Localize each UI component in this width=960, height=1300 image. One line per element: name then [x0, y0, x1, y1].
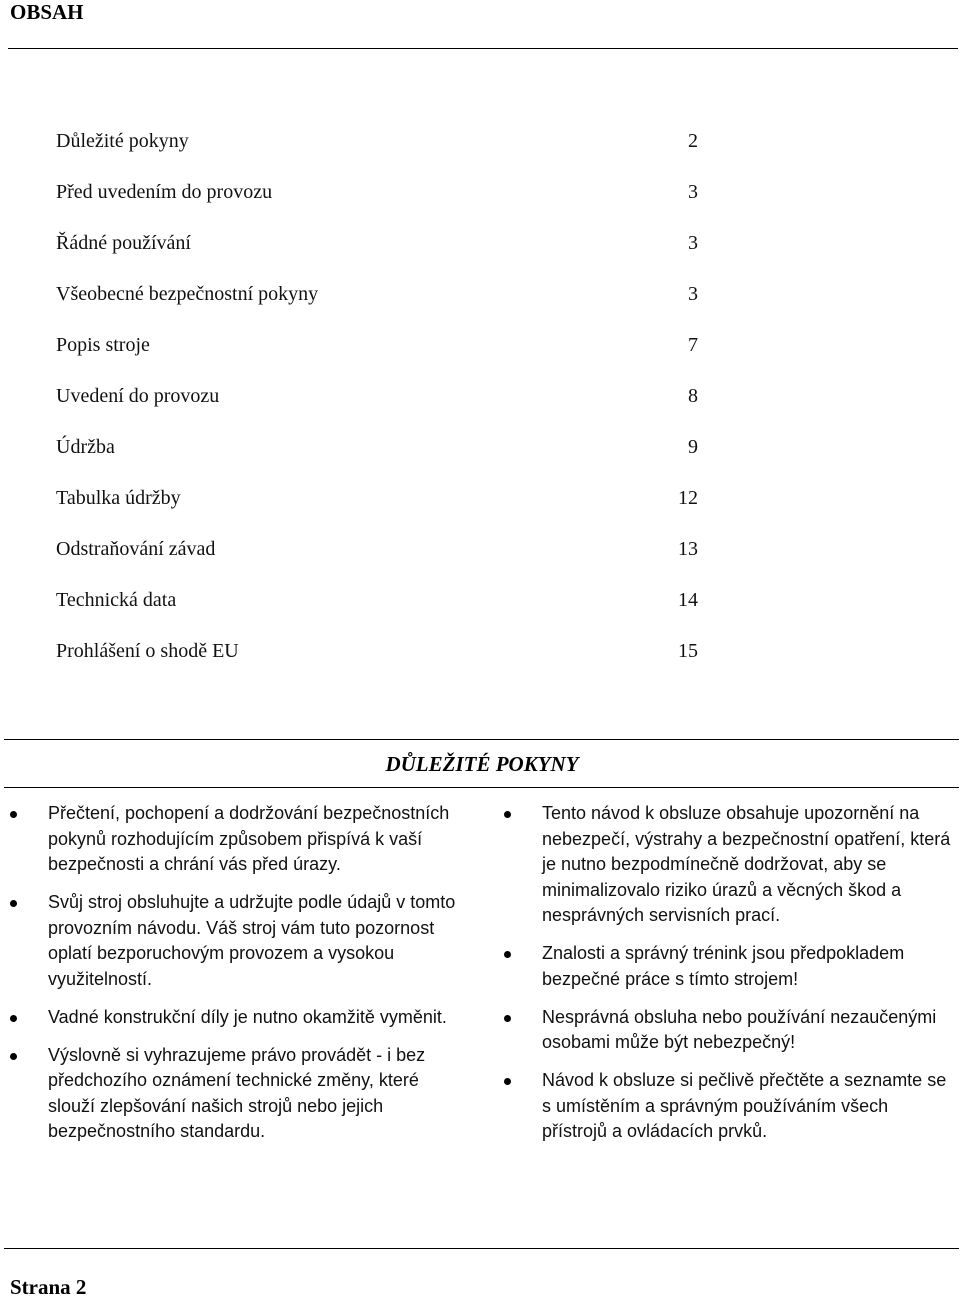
toc-title: Uvedení do provozu — [56, 385, 220, 407]
instructions-left-column — [48, 801, 468, 1157]
list-item — [542, 941, 952, 992]
list-item-text: Tento návod k obsluze obsahuje upozornění na nebezpečí, výstrahy a bezpečnostní opatření, která je nutno bezpodmínečně dodržovat, aby se minimalizovalo riziko úrazů a věcných škod a nesprávných servisních prací. — [542, 803, 951, 925]
toc-page-number: 9 — [688, 436, 698, 458]
toc-row[interactable] — [56, 638, 698, 689]
bullet-icon — [504, 811, 511, 818]
toc-row[interactable] — [56, 179, 698, 230]
instructions-right-column — [542, 801, 952, 1157]
toc-title: Důležité pokyny — [56, 130, 189, 152]
list-item-text: Vadné konstrukční díly je nutno okamžitě vyměnit. — [48, 1006, 447, 1027]
toc-page-number: 3 — [688, 232, 698, 254]
page-title: OBSAH — [10, 0, 84, 24]
toc-page-number: 14 — [678, 589, 698, 611]
toc-title: Popis stroje — [56, 334, 150, 356]
divider-footer — [4, 1248, 959, 1249]
bullet-icon — [504, 1015, 511, 1022]
section-heading: DŮLEŽITÉ POKYNY — [385, 752, 579, 776]
toc-title: Tabulka údržby — [56, 487, 181, 509]
toc-title: Odstraňování závad — [56, 538, 216, 560]
toc-page-number: 2 — [688, 130, 698, 152]
page-number-label: Strana 2 — [10, 1275, 87, 1299]
toc-row[interactable] — [56, 128, 698, 179]
toc-title: Řádné používání — [56, 232, 191, 254]
toc-row[interactable] — [56, 434, 698, 485]
list-item — [48, 1043, 468, 1145]
bullet-icon — [10, 1015, 17, 1022]
toc-title: Technická data — [56, 589, 177, 611]
list-item — [542, 1005, 952, 1056]
toc-page-number: 13 — [678, 538, 698, 560]
toc-page-number: 15 — [678, 640, 698, 662]
toc-page-number: 3 — [688, 181, 698, 203]
toc-page-number: 7 — [688, 334, 698, 356]
toc-row[interactable] — [56, 536, 698, 587]
bullet-icon — [504, 1078, 511, 1085]
list-item — [542, 1068, 952, 1145]
toc-row[interactable] — [56, 485, 698, 536]
divider-section-bottom — [4, 787, 959, 788]
table-of-contents — [56, 128, 698, 689]
divider-top — [8, 48, 958, 49]
toc-row[interactable] — [56, 230, 698, 281]
toc-row[interactable] — [56, 281, 698, 332]
toc-row[interactable] — [56, 332, 698, 383]
bullet-icon — [10, 811, 17, 818]
list-item — [48, 801, 468, 878]
bullet-icon — [10, 1053, 17, 1060]
list-item-text: Výslovně si vyhrazujeme právo provádět - i bez předchozího oznámení technické změny, které slouží zlepšování našich strojů nebo jejich bezpečnostního standardu. — [48, 1044, 426, 1141]
divider-section-top — [4, 739, 959, 740]
toc-title: Prohlášení o shodě EU — [56, 640, 239, 662]
bullet-icon — [504, 951, 511, 958]
list-item — [48, 1005, 468, 1031]
list-item — [48, 890, 468, 992]
list-item-text: Svůj stroj obsluhujte a udržujte podle údajů v tomto provozním návodu. Váš stroj vám tuto pozornost oplatí bezporuchovým provozem a vysokou využitelností. — [48, 892, 456, 989]
list-item — [542, 801, 952, 929]
toc-page-number: 3 — [688, 283, 698, 305]
toc-row[interactable] — [56, 587, 698, 638]
list-item-text: Návod k obsluze si pečlivě přečtěte a seznamte se s umístěním a správným používáním všech přístrojů a ovládacích prvků. — [542, 1070, 947, 1141]
toc-title: Údržba — [56, 436, 115, 458]
toc-page-number: 8 — [688, 385, 698, 407]
toc-row[interactable] — [56, 383, 698, 434]
toc-page-number: 12 — [678, 487, 698, 509]
list-item-text: Znalosti a správný trénink jsou předpokladem bezpečné práce s tímto strojem! — [542, 943, 905, 989]
bullet-icon — [10, 900, 17, 907]
toc-title: Před uvedením do provozu — [56, 181, 273, 203]
list-item-text: Přečtení, pochopení a dodržování bezpečnostních pokynů rozhodujícím způsobem přispívá k vaší bezpečnosti a chrání vás před úrazy. — [48, 803, 450, 874]
toc-title: Všeobecné bezpečnostní pokyny — [56, 283, 319, 305]
list-item-text: Nesprávná obsluha nebo používání nezaučenými osobami může být nebezpečný! — [542, 1006, 937, 1052]
